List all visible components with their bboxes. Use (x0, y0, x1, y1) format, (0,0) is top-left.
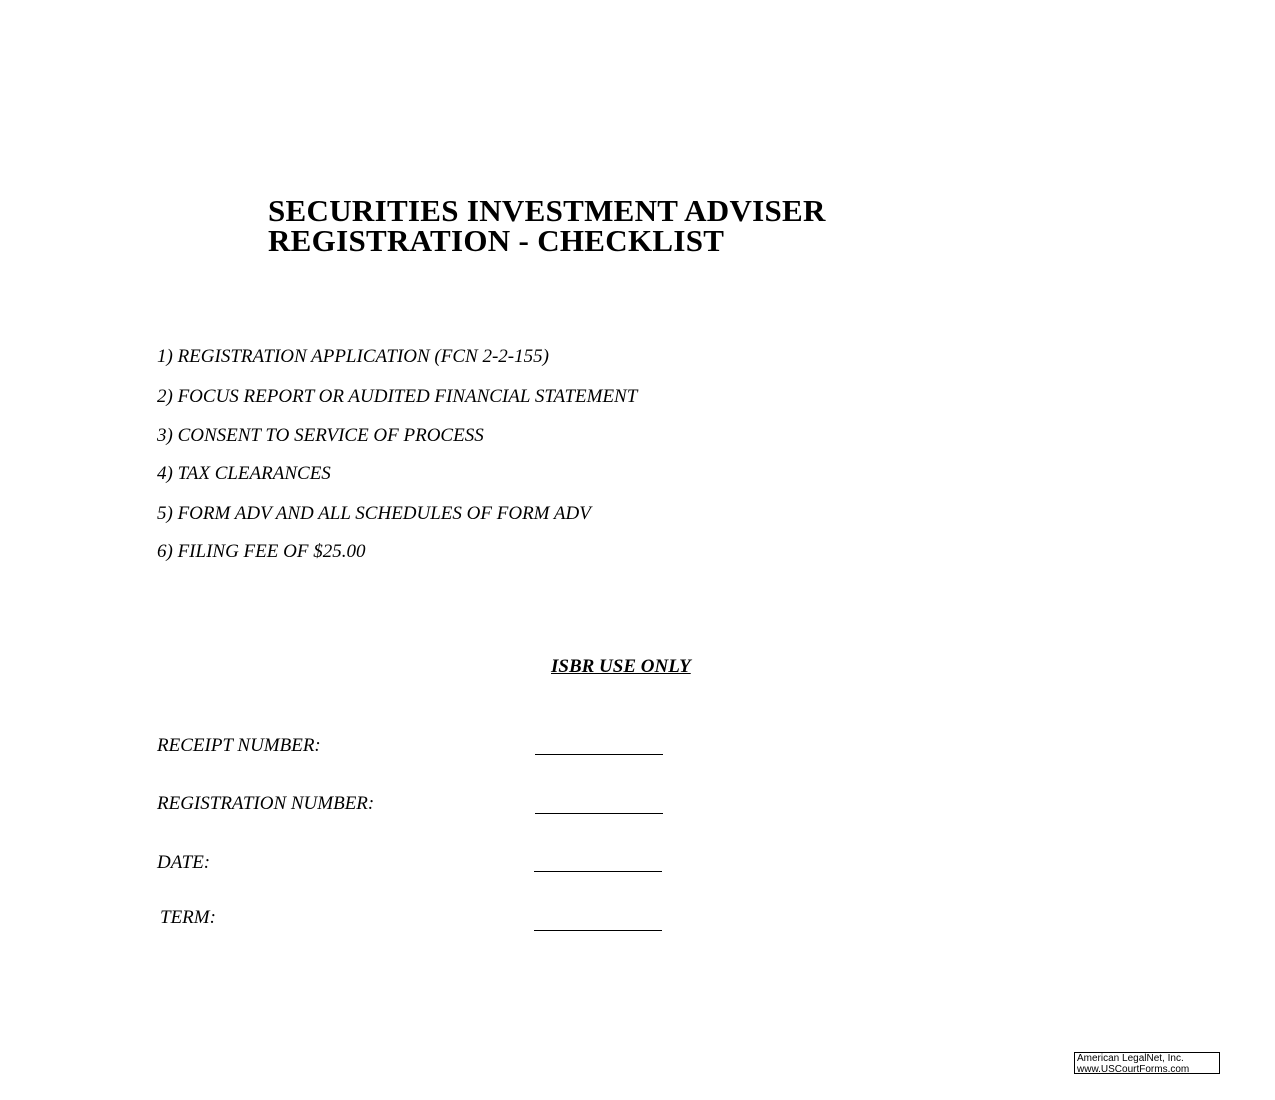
form-title (268, 193, 826, 258)
publisher-stamp (1074, 1052, 1220, 1074)
term-line[interactable] (534, 930, 662, 931)
date-line[interactable] (534, 871, 662, 872)
publisher-name: American LegalNet, Inc. (1077, 1053, 1184, 1064)
form-title-line-1: SECURITIES INVESTMENT ADVISER (268, 193, 826, 228)
receipt-number-line[interactable] (535, 754, 663, 755)
checklist-item: 6) FILING FEE OF $25.00 (157, 541, 366, 562)
isbr-use-only-heading: ISBR USE ONLY (551, 656, 691, 677)
term-label: TERM: (160, 907, 216, 928)
registration-number-line[interactable] (535, 813, 663, 814)
checklist-item: 1) REGISTRATION APPLICATION (FCN 2-2-155) (157, 346, 549, 367)
form-title-line-2: REGISTRATION - CHECKLIST (268, 223, 725, 258)
checklist-item: 3) CONSENT TO SERVICE OF PROCESS (157, 425, 484, 446)
receipt-number-label: RECEIPT NUMBER: (157, 735, 321, 756)
checklist-item: 5) FORM ADV AND ALL SCHEDULES OF FORM ADV (157, 503, 591, 524)
publisher-url: www.USCourtForms.com (1077, 1064, 1190, 1074)
date-label: DATE: (157, 852, 211, 873)
checklist-item: 4) TAX CLEARANCES (157, 463, 331, 484)
registration-number-label: REGISTRATION NUMBER: (157, 793, 375, 814)
checklist-item: 2) FOCUS REPORT OR AUDITED FINANCIAL STATEMENT (157, 386, 638, 407)
